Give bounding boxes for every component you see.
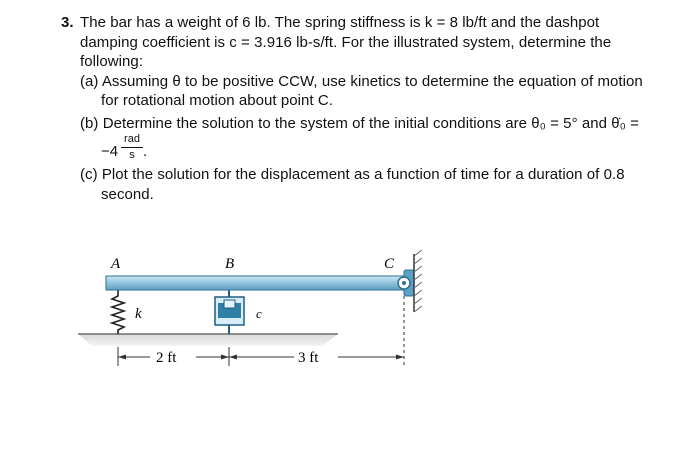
part-b-line-1: (b) Determine the solution to the system of the initial conditions are θ₀ = 5° and θ̇₀ = [80,115,639,132]
part-b-value: −4 [101,143,119,160]
part-a-line-2: for rotational motion about point C. [101,92,333,109]
fraction-numerator: rad [124,133,140,145]
label-B: B [225,256,235,272]
problem-number: 3. [61,14,74,31]
dashpot [215,290,244,334]
part-c-line-2: second. [101,186,154,203]
label-A: A [111,256,121,272]
part-c-line-1: (c) Plot the solution for the displacement as a function of time for a duration of 0.8 [80,166,625,183]
bar [106,276,406,290]
part-b-end: . [143,143,148,160]
problem-line-2: damping coefficient is c = 3.916 lb-s/ft. For the illustrated system, determine the [80,34,612,51]
label-C: C [384,256,395,272]
label-c: c [256,306,262,321]
ground-block [78,334,338,346]
fraction-denominator: s [129,149,135,161]
dimension-2ft: 2 ft [156,350,177,366]
spring [112,290,124,334]
problem-line-1: The bar has a weight of 6 lb. The spring stiffness is k = 8 lb/ft and the dashpot [80,14,600,31]
problem-line-3: following: [80,53,144,70]
part-a-line-1: (a) Assuming θ to be positive CCW, use kinetics to determine the equation of motion [80,73,643,90]
label-k: k [135,306,142,322]
dimension-3ft: 3 ft [298,350,319,366]
pin-support [398,250,422,312]
